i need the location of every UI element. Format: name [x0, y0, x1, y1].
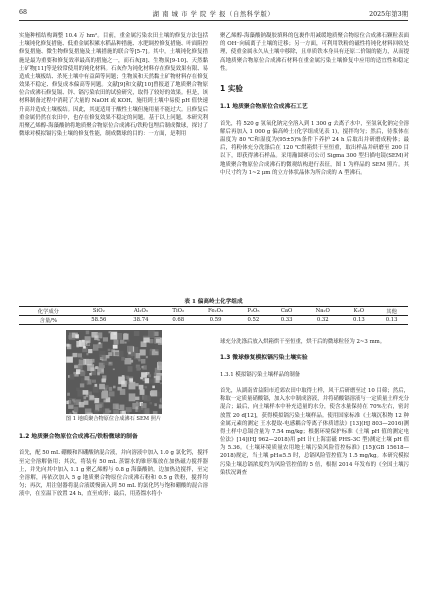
sem-crystal — [76, 335, 79, 339]
sem-crystal — [80, 383, 84, 387]
table-header-cell: Fe₂O₃ — [208, 308, 224, 314]
sem-crystal — [76, 369, 80, 374]
table-header-cell: SiO₂ — [92, 308, 105, 314]
sem-crystal — [84, 355, 86, 358]
issue-label: 2025年第3期 — [369, 11, 408, 18]
sem-crystal — [103, 361, 108, 366]
sem-crystal — [131, 352, 136, 356]
sem-crystal — [99, 342, 101, 344]
sem-crystal — [159, 363, 162, 369]
table-caption: 表 1 偏高岭土化学组成 — [184, 299, 243, 305]
table-header-cell: 其他 — [386, 309, 397, 315]
sem-crystal — [135, 383, 138, 386]
sem-crystal — [94, 398, 99, 403]
sem-crystal — [113, 345, 118, 349]
sem-crystal — [88, 392, 92, 396]
sem-crystal — [102, 379, 106, 383]
subsection-heading-1-3-1: 1.3.1 模拟镉污染土壤样品的制备 — [220, 371, 301, 378]
sem-crystal — [154, 403, 157, 406]
table-cell: 0.32 — [316, 317, 329, 323]
subsection-1-3-1-body: 首先，从湖南省益阳市近郊农田中取得土样，风干后研磨至过 10 目筛；然后，称取一定质量硝酸镉，加入水中制成溶液，并将硝酸镉溶液与一定质量土样充分混合；最后，向土壤样本中补充适量的水分，使含水量保持在 70%左右，密封放置 20 d[12]，获得模拟镉污染土壤样品。使用国家标准《土壤沉积物 12 种金属元素的测定 王水提取-电感耦合等离子体质谱法》[13](HJ 803—2016)测得土样中总镉含量为 7.54 mg/kg；根据环境保护标准《土壤 pH 值的测定电位法》[14](HJ 962—2018)用 pH 计(上海雷磁 PHS-3C 型)测定土壤 pH 值为 5.36。《土壤环境质量农用地土壤污染风险管控标准》[15](GB 15618—2018)规定，当土壤 pH≤5.5 时，总镉风险管控值为 1.5 mg/kg。本研究模拟污染土壤总镉浓度约为风险管控值的 5 倍，根据 2014 年发布的《全国土壤污染状况调查 — [220, 388, 409, 476]
sem-crystal — [66, 357, 73, 363]
sem-crystal — [91, 359, 95, 363]
sem-crystal — [99, 408, 105, 413]
sem-crystal — [139, 385, 144, 390]
table-header-cell: Na₂O — [315, 308, 330, 314]
sem-crystal — [99, 402, 104, 407]
subsection-1-2-body: 首先，配 50 mL 硼酸和四硼酸钠混合液，并向溶液中加入 1.0 g 氯化钙，搅拌至完全溶解备用；其次，将装有 50 mL 蒸馏水的锥形瓶放在加热磁力搅拌器上，并先向其中加入 1.1 g 聚乙烯醇与 0.8 g 海藻酸钠，边加热边搅拌，至完全溶解，再依次加入 5 g 地质聚合物原位合成沸石粉和 0.5 g 铁粉，搅拌均匀；再次，用注射器将混合液缓慢滴入到 50 mL 的氯化钙与饱和硼酸的混合溶液中，在室温下放置 24 h，直至成形；最后，用蒸馏水将小 — [19, 450, 208, 498]
journal-name: 湖 南 城 市 学 院 学 报（自然科学版） — [152, 11, 275, 18]
sem-crystal — [124, 333, 127, 336]
subsection-1-1-body: 首先，将 520 g 氢氧化钠完全溶入到 1 300 g 去离子水中，至氢氧化钠完全溶解后再加入 1 000 g 偏高岭土(化学组成见表 1)，搅拌均匀；然后，待浆体在温度为 80 ℃和湿度为(95±5)%条件下养护 24 h 后取出并研磨成粉体；最后，将粉体充分洗涤后在 120 ℃烘箱烘干至恒重，取出样品并研磨至 200 目以下，即获得沸石样品。采用瀚圆赛司公司 Sigma 300 型扫描电镜(SEM)对地质聚合物原位合成沸石的微观结构进行表征，图 1 为样品的 SEM 照片。其中尺寸约为 1~2 μm 的立方体状晶体为所合成的 A 型沸石。 — [220, 120, 409, 176]
subsection-heading-1-2: 1.2 地质聚合物原位合成沸石/铁粉微球的制备 — [19, 434, 138, 441]
sem-micrograph — [66, 330, 162, 414]
sem-crystal — [134, 331, 139, 336]
sem-crystal — [136, 353, 140, 358]
sem-crystal — [113, 410, 119, 414]
sem-crystal — [99, 390, 102, 392]
table-header-row — [19, 307, 408, 316]
sem-crystal — [148, 374, 151, 377]
sem-crystal — [146, 356, 148, 358]
sem-crystal — [83, 346, 86, 349]
sem-crystal — [143, 338, 149, 343]
sem-crystal — [110, 399, 112, 402]
table-cell: 0.33 — [280, 317, 293, 323]
table-cell: 含量/% — [39, 318, 58, 324]
table-cell: 0.52 — [247, 317, 260, 323]
sem-crystal — [136, 366, 140, 370]
sem-crystal — [120, 340, 125, 344]
sem-crystal — [155, 346, 160, 352]
sem-crystal — [122, 411, 127, 414]
sem-crystal — [94, 335, 98, 340]
sem-crystal — [128, 366, 133, 372]
sem-crystal — [126, 407, 132, 412]
sem-micrograph-image — [66, 330, 162, 414]
table-cell: 0.13 — [352, 317, 365, 323]
sem-crystal — [84, 401, 89, 405]
sem-crystal — [114, 340, 119, 345]
sem-crystal — [96, 366, 99, 369]
section-heading-experiment: 1 实验 — [220, 84, 243, 94]
sem-crystal — [67, 393, 70, 396]
subsection-heading-1-3: 1.3 微球修复模拟镉污染土壤实验 — [220, 355, 308, 362]
sem-crystal — [94, 410, 98, 414]
sem-crystal — [149, 402, 152, 404]
sem-crystal — [108, 362, 112, 366]
header-rule — [19, 20, 408, 21]
right-column-bottom — [220, 330, 409, 485]
sem-crystal — [155, 385, 159, 389]
sem-crystal — [83, 396, 86, 399]
sem-crystal — [101, 369, 103, 372]
sem-crystal — [141, 403, 147, 408]
sem-crystal — [121, 357, 124, 361]
sem-crystal — [82, 340, 85, 343]
sem-crystal — [85, 376, 90, 380]
sem-crystal — [92, 371, 97, 375]
sem-crystal — [142, 365, 146, 369]
sem-crystal — [83, 390, 89, 395]
sem-crystal — [86, 412, 92, 414]
sem-crystal — [85, 336, 91, 343]
sem-crystal — [111, 349, 115, 352]
sem-crystal — [86, 331, 90, 335]
table-cell: 0.68 — [172, 317, 185, 323]
sem-crystal — [78, 353, 82, 357]
intro-paragraph: 实施种植结构调整 10.4 万 hm²。目前，重金属污染农田土壤的修复方法包括土壤钝化修复措施、低重金属积累水稻品种措施、水肥调控修复措施、叶面阻控修复措施、微生物修复措施及土壤措施的联合等[5-7]。其中，土壤钝化修复措施是最为重要和修复效率最高的措施之一，而石灰[8]、生物炭[9-10]、天然黏土矿物[11]等是较常使用的钝化材料。石灰作为钝化材料存在修复效果有限、易造成土壤板结、杀死土壤中有益菌等问题；生物炭和天然黏土矿物材料存在修复效果不稳定、修复成本偏高等问题。文献[9]和文献[10]曾报道了地质聚合物原位合成沸石修复镉、锌、镉污染农田的试验研究，取得了较好的效果。但是，该材料制备过程中消耗了大量的 NaOH 或 KOH，施用到土壤中易使 pH 值快速升高并造成土壤板结。因此，其更适用于酸性土壤但施用量不能过大。且修复后重金属仍然在农田中，也存在修复效果不稳定的问题。基于以上问题，本研究利用聚乙烯醇-海藻酸钠将地质聚合物原位合成沸石/铁粉包埋后制成微球，探讨了微球对模拟镉污染土壤的修复性能，制成微球的目的：一方面，是利用 — [19, 33, 208, 138]
sem-crystal — [120, 389, 126, 395]
sem-crystal — [129, 382, 136, 390]
sem-crystal — [140, 349, 146, 355]
table-cell: 0.59 — [209, 317, 222, 323]
sem-crystal — [103, 337, 108, 341]
sem-crystal — [69, 412, 71, 414]
sem-crystal — [161, 398, 162, 404]
sem-crystal — [121, 381, 127, 387]
left-column-bottom — [19, 425, 208, 507]
sem-crystal — [140, 377, 143, 379]
table-header-cell: P₂O₅ — [247, 308, 260, 314]
sem-crystal — [153, 411, 158, 414]
sem-crystal — [76, 341, 81, 347]
left-column-top — [19, 24, 208, 146]
sem-crystal — [113, 386, 116, 389]
table-header-cell: TiO₂ — [172, 308, 185, 314]
sem-crystal — [108, 349, 111, 351]
sem-crystal — [79, 402, 85, 408]
sem-crystal — [151, 390, 157, 396]
sem-crystal — [149, 366, 152, 369]
composition-table — [19, 306, 408, 325]
sem-crystal — [93, 344, 98, 350]
sem-crystal — [105, 385, 109, 389]
table-header-cell: K₂O — [353, 308, 365, 314]
sem-crystal — [92, 380, 96, 383]
table-cell: 0.13 — [385, 317, 398, 323]
sem-crystal — [73, 401, 76, 403]
sem-crystal — [101, 391, 108, 399]
sem-crystal — [129, 393, 136, 401]
sem-crystal — [144, 386, 147, 388]
table-cell: 38.74 — [133, 317, 149, 323]
sem-crystal — [66, 344, 69, 347]
sem-crystal — [88, 349, 92, 353]
sem-crystal — [150, 349, 153, 351]
sem-crystal — [87, 364, 94, 371]
sem-crystal — [145, 378, 149, 383]
sem-crystal — [89, 395, 94, 401]
sem-crystal — [127, 381, 130, 384]
sem-crystal — [126, 376, 129, 379]
sem-crystal — [99, 384, 105, 390]
figure-caption: 图 1 地质聚合物原位合成沸石 SEM 照片 — [65, 416, 162, 422]
sem-crystal — [135, 397, 139, 401]
sem-crystal — [109, 331, 112, 333]
sem-crystal — [125, 342, 127, 344]
sem-crystal — [152, 386, 155, 389]
table-cell: 58.56 — [91, 317, 107, 323]
sem-crystal — [140, 389, 145, 395]
sem-crystal — [80, 358, 83, 361]
sem-crystal — [156, 339, 160, 343]
sem-crystal — [113, 404, 119, 410]
sem-crystal — [149, 339, 153, 343]
sem-crystal — [97, 372, 100, 375]
table-header-cell: 化学成分 — [37, 309, 59, 315]
table-row — [19, 316, 408, 325]
sem-crystal — [127, 412, 130, 414]
sem-crystal — [130, 360, 133, 363]
sem-crystal — [150, 378, 156, 384]
sem-crystal — [127, 340, 129, 342]
sem-crystal — [106, 355, 109, 358]
sem-crystal — [79, 359, 85, 365]
subsection-1-2-continued: 球充分洗涤后放入烘箱烘干至恒重，烘干后的微球粒径为 2~3 mm。 — [220, 339, 386, 346]
sem-crystal — [93, 386, 99, 393]
page-number: 68 — [19, 9, 28, 16]
sem-crystal — [110, 332, 117, 340]
sem-crystal — [138, 359, 141, 361]
right-column-top — [220, 24, 409, 185]
sem-crystal — [109, 391, 115, 396]
table-header-cell: CaO — [280, 308, 293, 314]
sem-crystal — [100, 355, 106, 360]
sem-crystal — [74, 407, 78, 412]
sem-crystal — [141, 359, 145, 364]
sem-crystal — [109, 387, 112, 391]
sem-crystal — [136, 406, 139, 409]
sem-crystal — [148, 330, 155, 338]
sem-crystal — [80, 372, 85, 377]
sem-crystal — [95, 384, 98, 387]
sem-crystal — [160, 382, 162, 384]
sem-crystal — [144, 395, 151, 401]
sem-crystal — [115, 352, 119, 356]
sem-crystal — [154, 373, 157, 376]
sem-crystal — [70, 374, 75, 380]
sem-crystal — [89, 373, 92, 376]
sem-crystal — [125, 358, 132, 364]
sem-crystal — [74, 365, 78, 368]
sem-crystal — [87, 343, 89, 345]
sem-crystal — [73, 346, 75, 348]
sem-crystal — [127, 346, 133, 353]
intro-paragraph-continued: 聚乙烯醇-海藻酸钠凝胶填料的包裹作用减缓地质聚合物原位合成沸石颗粒表面的 OH⁻向硫离子土壤的迁移；另一方面，可利用铁粉的磁性将钝化材料回收处理，使重金属永久从土壤中移除，且单质铁本身具有还原二价镉的能力，从而提高地质聚合物原位合成沸石材料在重金属污染土壤修复中应用的适宜性和稳定性。 — [220, 33, 409, 72]
sem-crystal — [159, 404, 162, 408]
sem-crystal — [113, 369, 115, 371]
sem-crystal — [73, 353, 78, 357]
sem-crystal — [161, 376, 162, 381]
table-header-cell: Al₂O₃ — [133, 308, 148, 314]
subsection-heading-1-1: 1.1 地质聚合物原位合成沸石工艺 — [220, 104, 308, 111]
